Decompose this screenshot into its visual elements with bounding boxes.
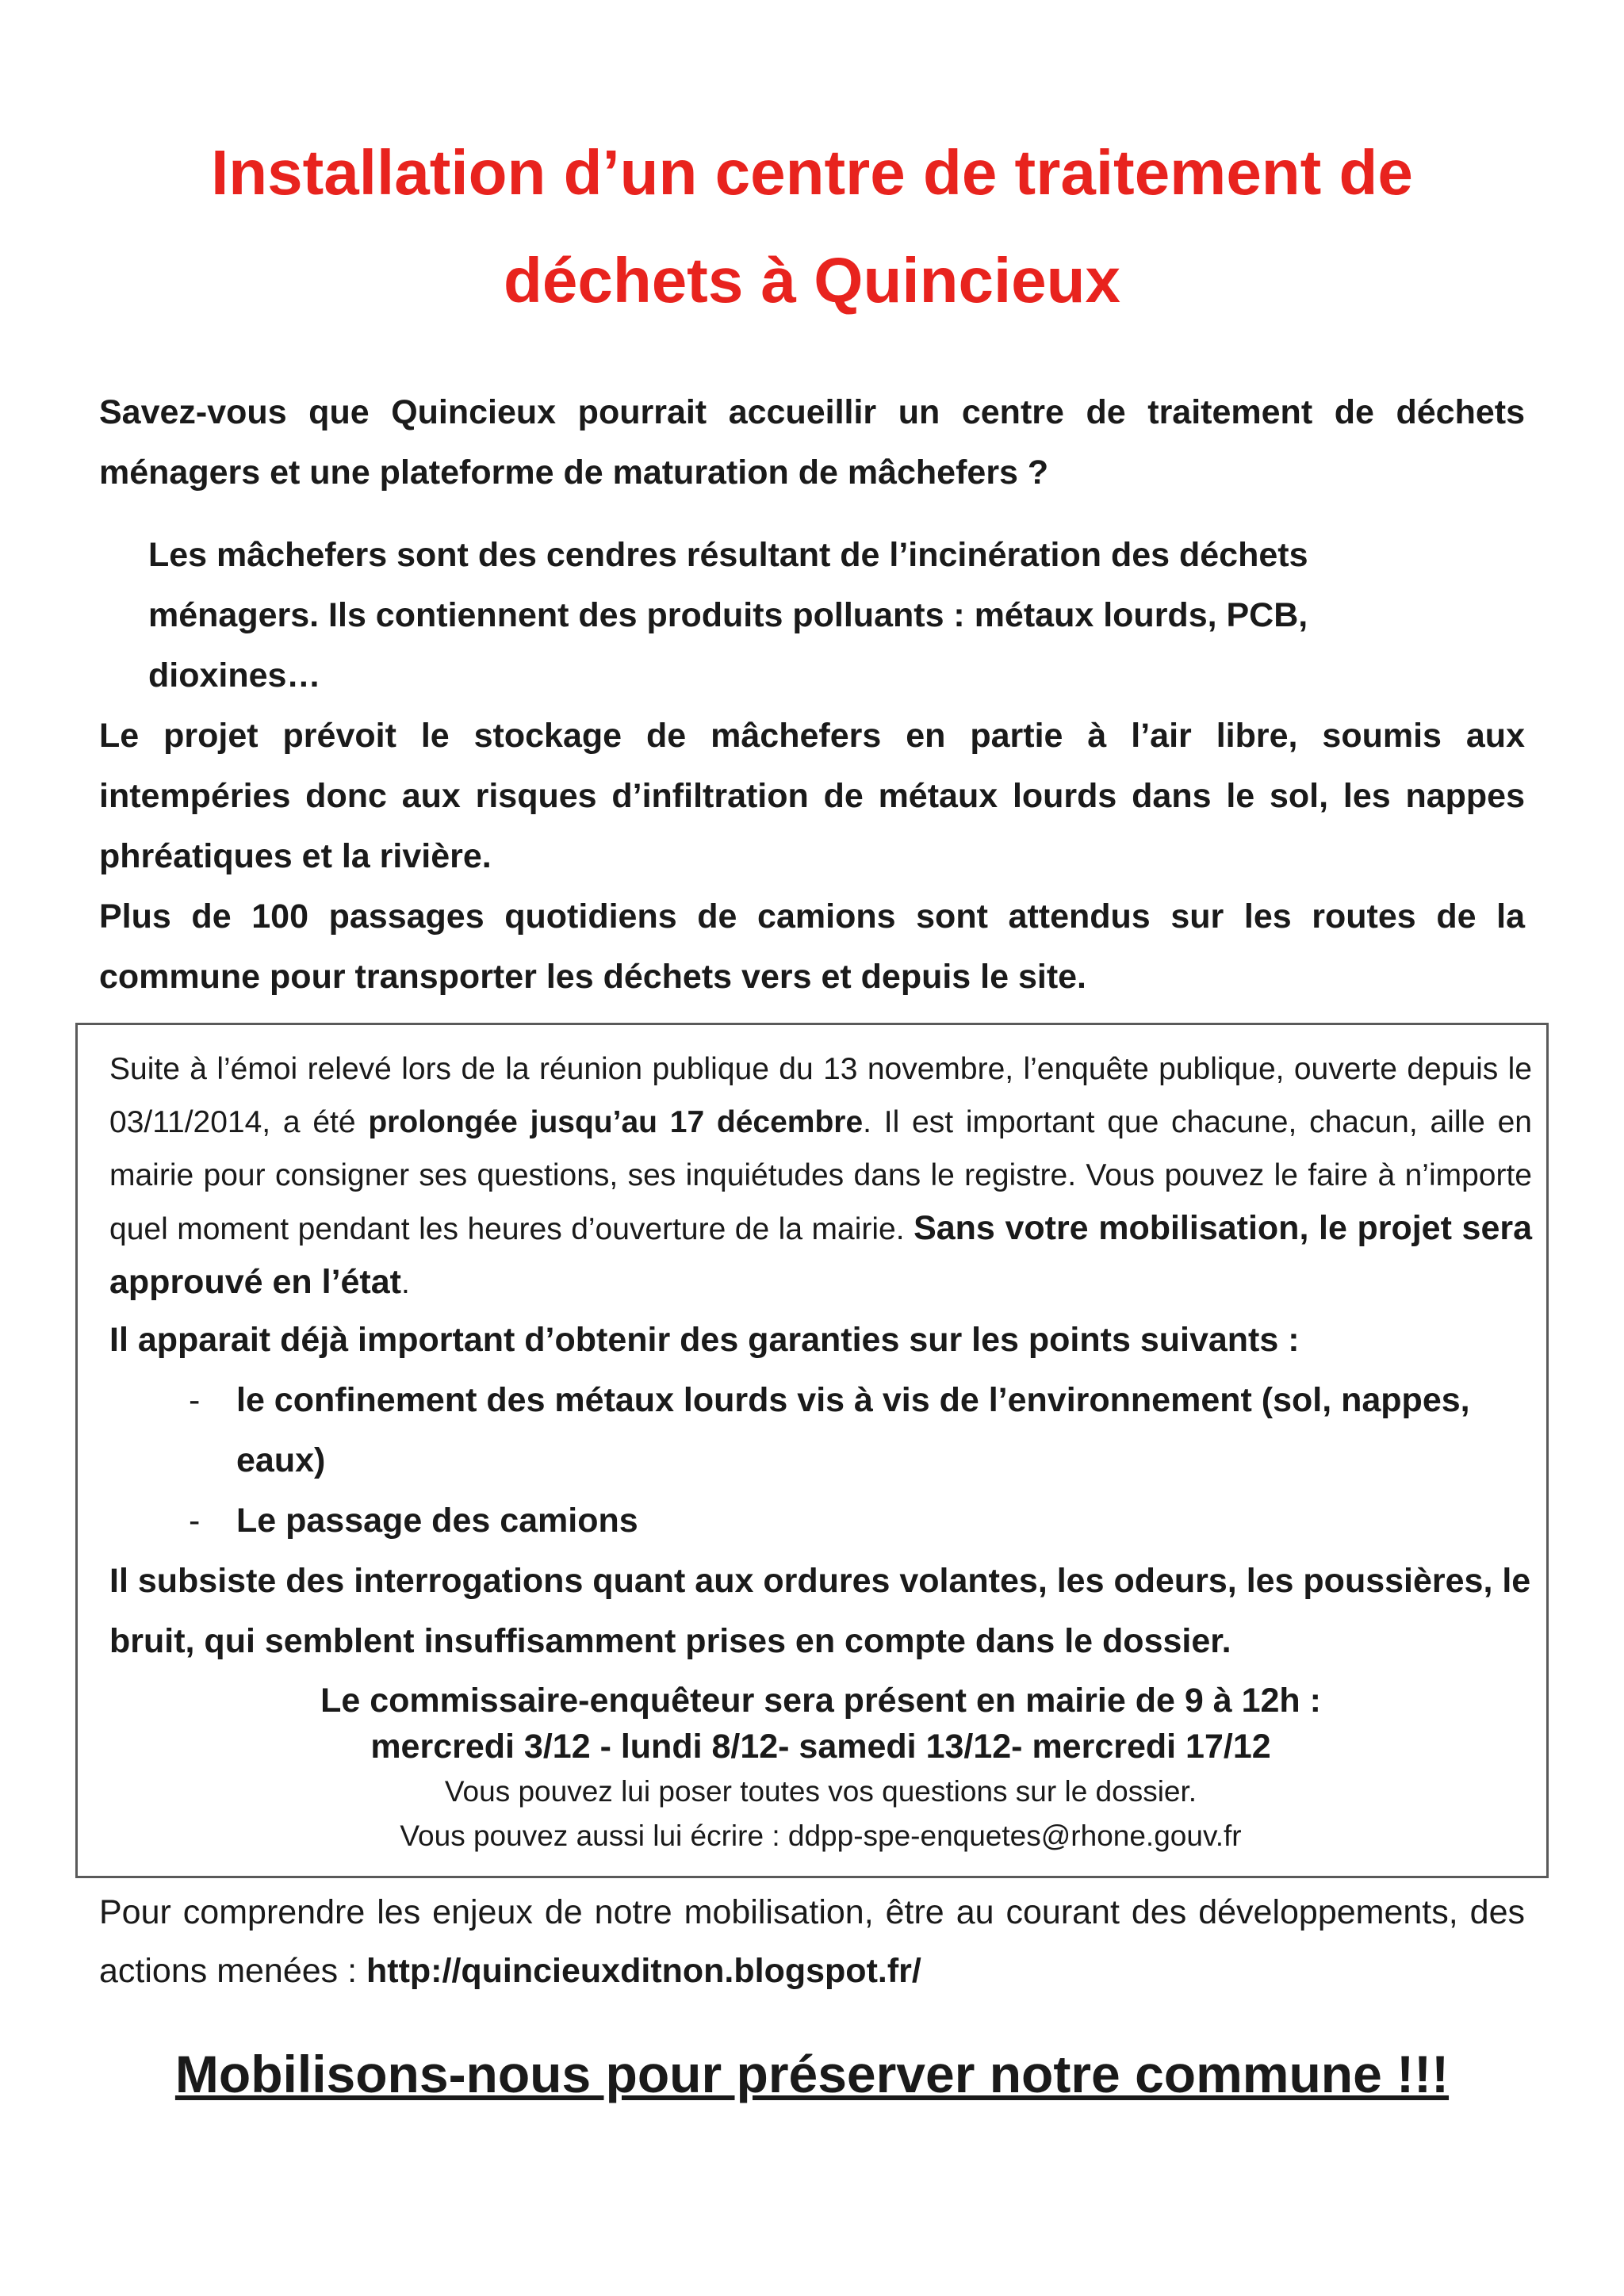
slogan: Mobilisons-nous pour préserver notre commune !!! [174,2045,1450,2103]
extension-date: prolongée jusqu’au 17 décembre [368,1105,864,1139]
machefer-definition: Les mâchefers sont des cendres résultant de l’incinération des déchets ménagers. Ils contiennent des produits polluants : métaux lourds, PCB, dioxines… [148,536,1308,695]
inquiry-text-b: . Il est important que chacune, chacun, aille en mairie pour consigner ses questions, ses inquiétudes dans le registre. Vous pouvez le faire à n’importe quel moment pendant les heures d’ouverture de la mairie. [109,1105,1532,1246]
trucks-paragraph: Plus de 100 passages quotidiens de camions sont attendus sur les routes de la commune pour transporter les déchets vers et depuis le site. [99,897,1525,996]
title-line-1: Installation d’un centre de traitement de [211,137,1413,208]
blog-link[interactable]: http://quincieuxditnon.blogspot.fr/ [366,1952,921,1990]
footer-text: Pour comprendre les enjeux de notre mobilisation, être au courant des développements, des actions menées : [99,1893,1525,1990]
inquiry-paragraph [109,1043,1532,1310]
guarantees-heading: Il apparait déjà important d’obtenir des garanties sur les points suivants : [109,1321,1300,1359]
intro-question: Savez-vous que Quincieux pourrait accueillir un centre de traitement de déchets ménagers et une plateforme de maturation de mâchefers ? [99,393,1525,492]
footer-paragraph [99,1883,1525,2000]
list-item [189,1490,1532,1551]
dash-bullet: - [189,1502,201,1540]
concerns-paragraph: Il subsiste des interrogations quant aux ordures volantes, les odeurs, les poussières, le bruit, qui semblent insuffisamment prises en compte dans le dossier. [109,1562,1531,1660]
inquiry-text-a: Suite à l’émoi relevé lors de la réunion publique du 13 novembre, l’enquête publique, ouverte depuis le 03/11/2014, a été [109,1052,1532,1139]
guarantees-list [109,1370,1532,1551]
ask-questions-text: Vous pouvez lui poser toutes vos questions sur le dossier. [444,1775,1197,1808]
permanence-dates: mercredi 3/12 - lundi 8/12- samedi 13/12- mercredi 17/12 [370,1728,1271,1766]
mobilisation-warning: Sans votre mobilisation, le projet sera approuvé en l’état [109,1209,1533,1301]
list-item-text: le confinement des métaux lourds vis à vis de l’environnement (sol, nappes, eaux) [236,1381,1470,1479]
commissioner-notice: Le commissaire-enquêteur sera présent en mairie de 9 à 12h : [320,1682,1321,1720]
storage-paragraph: Le projet prévoit le stockage de mâchefers en partie à l’air libre, soumis aux intempéries donc aux risques d’infiltration de métaux lourds dans le sol, les nappes phréatiques et la rivière. [99,717,1525,875]
list-item-text: Le passage des camions [236,1502,638,1540]
dash-bullet: - [189,1381,201,1419]
write-email-text: Vous pouvez aussi lui écrire : ddpp-spe-enquetes@rhone.gouv.fr [400,1820,1242,1852]
list-item [189,1370,1532,1490]
title-line-2: déchets à Quincieux [503,245,1121,316]
flyer-title [99,119,1525,335]
inquiry-box [75,1023,1549,1878]
inquiry-text-end: . [400,1266,410,1300]
